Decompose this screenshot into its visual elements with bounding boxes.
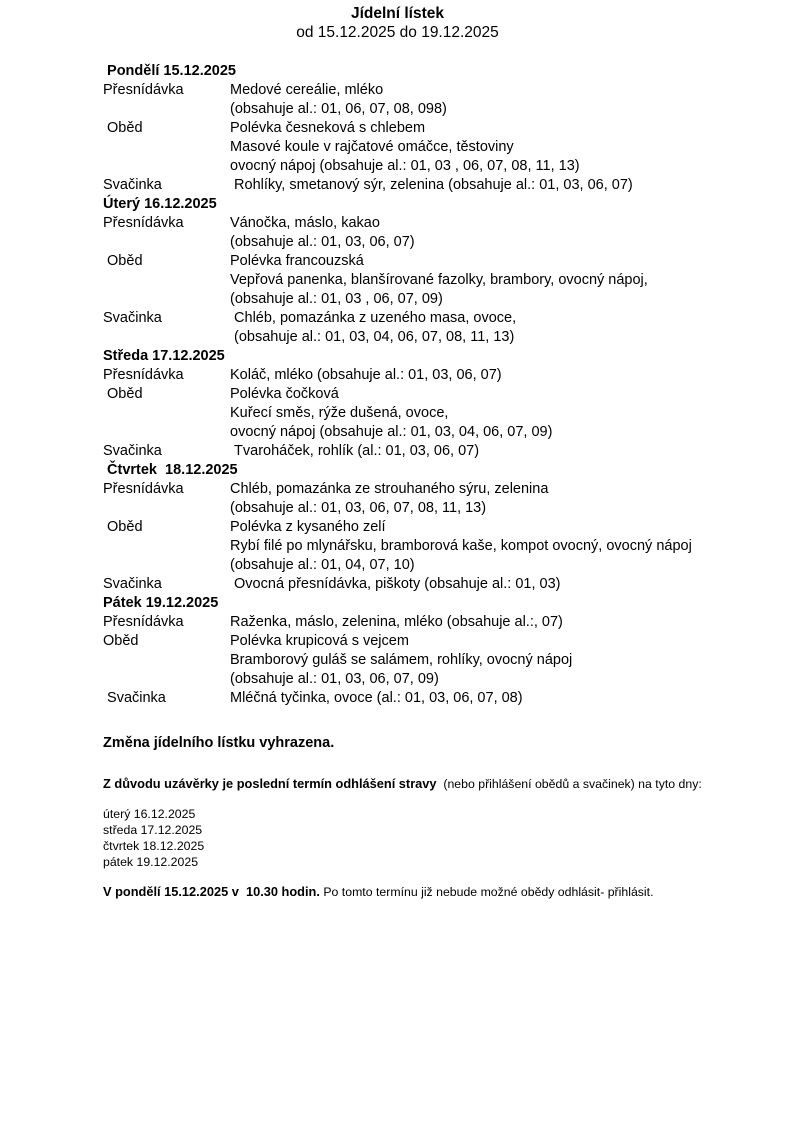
meal-label: Oběd [103, 633, 139, 649]
meal-line: Rohlíky, smetanový sýr, zelenina (obsahuje al.: 01, 03, 06, 07) [230, 177, 633, 193]
meal-label: Svačinka [103, 690, 166, 706]
day-header: Středa 17.12.2025 [103, 348, 225, 364]
meal-lines [230, 81, 795, 119]
meal-line: Polévka čočková [230, 386, 339, 402]
meal-lines [230, 613, 795, 632]
meal-line: (obsahuje al.: 01, 03, 06, 07, 08, 11, 13) [230, 500, 487, 516]
meal-line: Ovocná přesnídávka, piškoty (obsahuje al.: 01, 03) [230, 576, 561, 592]
meal-label: Oběd [103, 120, 143, 136]
day-header: Pondělí 15.12.2025 [103, 63, 236, 79]
meal-lines [230, 442, 795, 461]
meal-line: Vepřová panenka, blanšírované fazolky, brambory, ovocný nápoj, [230, 272, 648, 288]
meal-line: Mléčná tyčinka, ovoce (al.: 01, 03, 06, 07, 08) [230, 690, 523, 706]
meal-lines [230, 309, 795, 347]
meal-row [103, 480, 795, 518]
meal-lines [230, 518, 795, 575]
meal-label: Oběd [103, 253, 143, 269]
meal-row [103, 385, 795, 442]
meal-row [103, 632, 795, 689]
meal-row [103, 309, 795, 347]
day-header: Čtvrtek 18.12.2025 [103, 462, 238, 478]
meal-row [103, 252, 795, 309]
meal-label: Přesnídávka [103, 614, 184, 630]
meal-line: (obsahuje al.: 01, 03 , 06, 07, 09) [230, 291, 443, 307]
deadline-note-bold: Z důvodu uzávěrky je poslední termín odhlášení stravy [103, 776, 437, 791]
meal-line: Tvaroháček, rohlík (al.: 01, 03, 06, 07) [230, 443, 480, 459]
deadline-day: středa 17.12.2025 [103, 823, 203, 837]
meal-label: Oběd [103, 386, 143, 402]
meal-line: Masové koule v rajčatové omáčce, těstoviny [230, 139, 514, 155]
day-header: Pátek 19.12.2025 [103, 595, 219, 611]
meal-label: Přesnídávka [103, 215, 184, 231]
meal-row [103, 613, 795, 632]
meal-line: Medové cereálie, mléko [230, 82, 384, 98]
meal-line: Raženka, máslo, zelenina, mléko (obsahuje al.:, 07) [230, 614, 563, 630]
page-title: Jídelní lístek [350, 5, 445, 22]
meal-line: Polévka z kysaného zelí [230, 519, 386, 535]
meal-row [103, 575, 795, 594]
deadline-note-rest: (nebo přihlášení obědů a svačinek) na tyto dny: [436, 777, 702, 791]
meal-line: Rybí filé po mlynářsku, bramborová kaše, kompot ovocný, ovocný nápoj [230, 538, 692, 554]
meal-row [103, 518, 795, 575]
change-reserved-note: Změna jídelního lístku vyhrazena. [103, 735, 335, 751]
deadline-day: čtvrtek 18.12.2025 [103, 839, 205, 853]
meal-row [103, 689, 795, 708]
final-note-bold: V pondělí 15.12.2025 v 10.30 hodin. [103, 884, 320, 899]
meal-lines [230, 119, 795, 176]
meal-line: Koláč, mléko (obsahuje al.: 01, 03, 06, 07) [230, 367, 502, 383]
meal-label: Svačinka [103, 177, 162, 193]
meal-line: Polévka krupicová s vejcem [230, 633, 409, 649]
meal-lines [230, 214, 795, 252]
meal-lines [230, 689, 795, 708]
meal-lines [230, 252, 795, 309]
meal-label: Přesnídávka [103, 481, 184, 497]
meal-lines [230, 385, 795, 442]
meal-row [103, 176, 795, 195]
page-subtitle: od 15.12.2025 do 19.12.2025 [296, 24, 499, 41]
meal-row [103, 119, 795, 176]
meal-lines [230, 176, 795, 195]
meal-label: Přesnídávka [103, 367, 184, 383]
day-header: Úterý 16.12.2025 [103, 196, 217, 212]
meal-lines [230, 480, 795, 518]
meal-line: (obsahuje al.: 01, 06, 07, 08, 098) [230, 101, 447, 117]
deadline-day: pátek 19.12.2025 [103, 855, 199, 869]
final-note-rest: Po tomto termínu již nebude možné obědy odhlásit- přihlásit. [319, 885, 654, 899]
meal-line: (obsahuje al.: 01, 04, 07, 10) [230, 557, 415, 573]
meal-label: Svačinka [103, 443, 162, 459]
meal-line: Bramborový guláš se salámem, rohlíky, ovocný nápoj [230, 652, 573, 668]
meal-lines [230, 575, 795, 594]
meal-line: ovocný nápoj (obsahuje al.: 01, 03 , 06, 07, 08, 11, 13) [230, 158, 580, 174]
meal-line: Polévka česneková s chlebem [230, 120, 426, 136]
meal-line: Kuřecí směs, rýže dušená, ovoce, [230, 405, 449, 421]
meal-lines [230, 632, 795, 689]
meal-lines [230, 366, 795, 385]
meal-label: Přesnídávka [103, 82, 184, 98]
meal-line: Chléb, pomazánka ze strouhaného sýru, zelenina [230, 481, 549, 497]
meal-label: Svačinka [103, 576, 162, 592]
final-deadline-note [103, 884, 795, 900]
meal-line: Polévka francouzská [230, 253, 364, 269]
meal-label: Oběd [103, 519, 143, 535]
meal-line: (obsahuje al.: 01, 03, 06, 07, 09) [230, 671, 439, 687]
meal-line: Vánočka, máslo, kakao [230, 215, 380, 231]
meal-line: (obsahuje al.: 01, 03, 04, 06, 07, 08, 11, 13) [230, 329, 515, 345]
meal-row [103, 81, 795, 119]
meal-row [103, 442, 795, 461]
meal-line: ovocný nápoj (obsahuje al.: 01, 03, 04, 06, 07, 09) [230, 424, 553, 440]
meal-label: Svačinka [103, 310, 162, 326]
meal-row [103, 214, 795, 252]
deadline-days-list [103, 806, 795, 870]
deadline-note [103, 776, 795, 792]
menu-days [103, 62, 795, 708]
meal-row [103, 366, 795, 385]
meal-line: Chléb, pomazánka z uzeného masa, ovoce, [230, 310, 517, 326]
deadline-day: úterý 16.12.2025 [103, 807, 196, 821]
meal-line: (obsahuje al.: 01, 03, 06, 07) [230, 234, 415, 250]
